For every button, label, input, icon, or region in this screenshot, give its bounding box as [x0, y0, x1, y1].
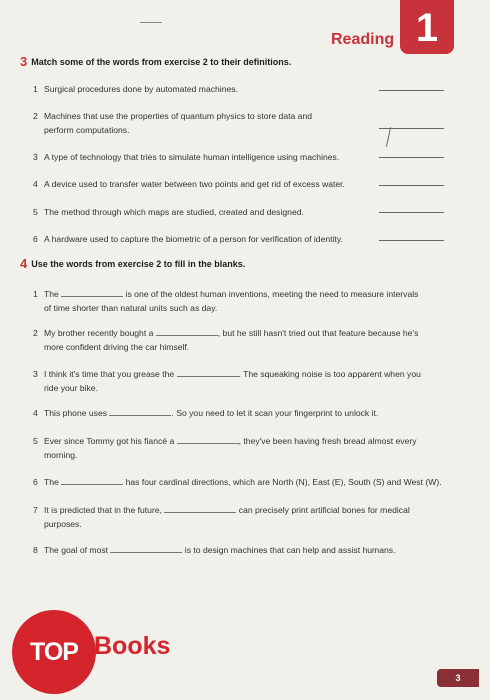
item-text-line2: perform computations.	[44, 125, 130, 135]
item-text-line2: of time shorter than natural units such as day.	[44, 303, 218, 313]
item-text-line2: purposes.	[44, 519, 82, 529]
blank-field[interactable]	[109, 406, 171, 416]
item-number: 3	[33, 369, 38, 379]
text-before-blank: The	[44, 289, 62, 299]
tick-mark	[140, 22, 162, 23]
text-before-blank: My brother recently bought a	[44, 328, 156, 338]
item-text: Surgical procedures done by automated machines.	[44, 84, 238, 94]
item-number: 5	[33, 207, 38, 217]
blank-field[interactable]	[61, 287, 123, 297]
item-number: 8	[33, 545, 38, 555]
text-after-blank: . So you need to let it scan your fingerprint to unlock it.	[171, 408, 379, 418]
exercise-instruction: Match some of the words from exercise 2 to their definitions.	[31, 57, 292, 67]
item-text: A hardware used to capture the biometric of a person for verification of identity.	[44, 234, 343, 244]
section-label: Reading	[331, 31, 395, 48]
answer-line[interactable]	[379, 212, 444, 213]
exercise-number: 3	[20, 54, 28, 69]
text-before-blank: The goal of most	[44, 545, 111, 555]
text-after-blank: , but he still hasn't tried out that feature because he's	[217, 328, 419, 338]
blank-field[interactable]	[110, 543, 182, 553]
exercise-instruction: Use the words from exercise 2 to fill in the blanks.	[31, 259, 246, 269]
answer-line[interactable]	[379, 185, 444, 186]
text-after-blank: , they've been having fresh bread almost every	[238, 436, 417, 446]
text-after-blank: . The squeaking noise is too apparent when you	[238, 369, 421, 379]
item-number: 5	[33, 436, 38, 446]
item-text-line2: more confident driving the car himself.	[44, 342, 190, 352]
exercise-number: 4	[20, 256, 28, 271]
exercise-3-heading	[20, 54, 291, 69]
text-before-blank: This phone uses	[44, 408, 110, 418]
text-after-blank: is to design machines that can help and assist humans.	[182, 545, 396, 555]
item-number: 2	[33, 328, 38, 338]
text-after-blank: can precisely print artificial bones for medical	[236, 505, 410, 515]
item-number: 1	[33, 289, 38, 299]
unit-number-tab: 1	[400, 0, 454, 54]
blank-field[interactable]	[177, 367, 239, 377]
item-text: A device used to transfer water between two points and get rid of excess water.	[44, 179, 345, 189]
blank-field[interactable]	[156, 326, 218, 336]
text-after-blank: is one of the oldest human inventions, meeting the need to measure intervals	[123, 289, 419, 299]
text-after-blank: has four cardinal directions, which are North (N), East (E), South (S) and West (W).	[123, 477, 442, 487]
item-number: 4	[33, 408, 38, 418]
item-number: 4	[33, 179, 38, 189]
text-before-blank: Ever since Tommy got his fiancé a	[44, 436, 177, 446]
item-number: 7	[33, 505, 38, 515]
text-before-blank: I think it's time that you grease the	[44, 369, 177, 379]
blank-field[interactable]	[177, 434, 239, 444]
page-number: 3	[437, 669, 479, 687]
topbooks-wordmark: Books	[94, 632, 171, 660]
topbooks-logo: TOP	[12, 610, 96, 694]
item-number: 3	[33, 152, 38, 162]
pen-mark	[386, 127, 391, 147]
item-text: The method through which maps are studied, created and designed.	[44, 207, 304, 217]
item-number: 6	[33, 477, 38, 487]
answer-line[interactable]	[379, 240, 444, 241]
item-number: 2	[33, 111, 38, 121]
text-before-blank: The	[44, 477, 62, 487]
text-before-blank: It is predicted that in the future,	[44, 505, 165, 515]
item-text-line2: morning.	[44, 450, 78, 460]
exercise-4-heading	[20, 256, 245, 271]
item-number: 1	[33, 84, 38, 94]
answer-line[interactable]	[379, 90, 444, 91]
blank-field[interactable]	[164, 503, 236, 513]
answer-line[interactable]	[379, 157, 444, 158]
item-number: 6	[33, 234, 38, 244]
item-text: A type of technology that tries to simulate human intelligence using machines.	[44, 152, 340, 162]
blank-field[interactable]	[61, 475, 123, 485]
item-text: Machines that use the properties of quantum physics to store data and	[44, 111, 312, 121]
item-text-line2: ride your bike.	[44, 383, 98, 393]
